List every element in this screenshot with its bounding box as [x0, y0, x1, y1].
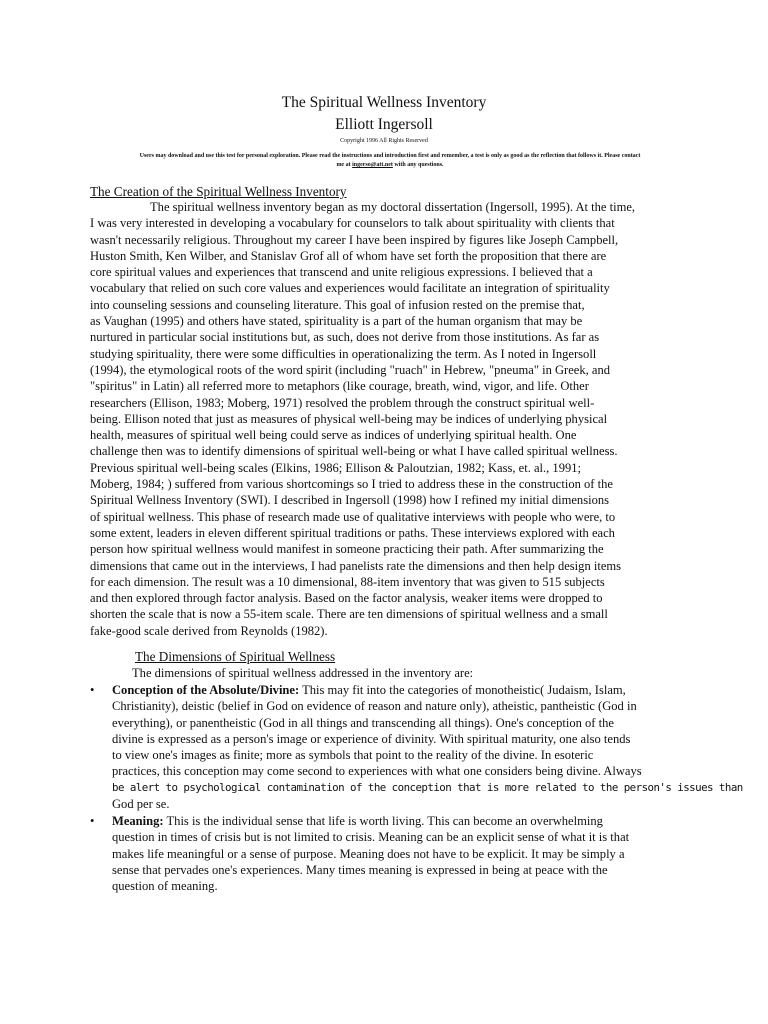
- paragraph-line: nurtured in particular social institutions but, as such, does not derive from those institutions. As far as: [90, 330, 600, 345]
- section-heading-creation: The Creation of the Spiritual Wellness Inventory: [90, 184, 347, 199]
- dimension-line: question in times of crisis but is not limited to crisis. Meaning can be an explicit sense of what it is that: [112, 830, 630, 845]
- paragraph-line: as Vaughan (1995) and others have stated, spirituality is a part of the human organism that may be: [90, 314, 583, 329]
- paragraph-line: Previous spiritual well-being scales (Elkins, 1986; Ellison & Paloutzian, 1982; Kass, et. al., 1991;: [90, 460, 582, 475]
- paragraph-line: being. Ellison noted that just as measures of physical well-being may be indices of underlying physical: [90, 411, 608, 426]
- bullet-icon: •: [90, 683, 95, 697]
- dimension-line: question of meaning.: [112, 879, 218, 894]
- paragraph-line: wasn't necessarily religious. Throughout my career I have been inspired by figures like Joseph Campbell,: [90, 232, 619, 247]
- dimension-line: Christianity), deistic (belief in God on evidence of reason and nature only), atheistic, pantheistic (God in: [112, 699, 637, 714]
- dimension-line: practices, this conception may come second to experiences with what one considers being divine. Always: [112, 764, 642, 779]
- dimension-line: to view one's images as finite; more as symbols that point to the reality of the divine. In esoteric: [112, 748, 594, 763]
- usage-notice-line1: Users may download and use this test for personal exploration. Please read the instructions and introduction first and remember, a test is only as good as the reflection that follows it. Please contact: [139, 153, 641, 159]
- dimension-item-absolute-divine: [112, 682, 743, 812]
- paragraph-line: vocabulary that relied on such core values and experiences would facilitate an integration of spirituality: [90, 281, 610, 296]
- dimension-term: Meaning:: [112, 814, 164, 828]
- dimension-line: This may fit into the categories of monotheistic( Judaism, Islam,: [299, 683, 626, 697]
- paragraph-line: I was very interested in developing a vocabulary for counselors to talk about spirituality with clients that: [90, 216, 615, 231]
- paragraph-line: some extent, leaders in eleven different spiritual traditions or paths. These interviews explored with each: [90, 525, 615, 540]
- document-author: Elliott Ingersoll: [335, 116, 433, 133]
- paragraph-line: (1994), the etymological roots of the word spirit (including "ruach" in Hebrew, "pneuma" in Greek, and: [90, 362, 611, 377]
- document-title: The Spiritual Wellness Inventory: [281, 94, 487, 111]
- usage-notice: [86, 152, 694, 170]
- dimension-line: everything), or panentheistic (God in all things and transcending all things). One's conception of the: [112, 715, 614, 730]
- dimension-item-meaning: [112, 813, 692, 894]
- dimension-line: divine is expressed as a person's image or experience of divinity. With spiritual maturity, one also tends: [112, 731, 631, 746]
- paragraph-line: fake-good scale derived from Reynolds (1982).: [90, 623, 328, 638]
- paragraph-line: person how spiritual wellness would manifest in someone practicing their path. After summarizing the: [90, 542, 604, 557]
- paragraph-line: "spiritus" in Latin) all referred more to metaphors (like courage, breath, wind, vigor, and life. Other: [90, 379, 589, 394]
- section-body-creation: [90, 199, 680, 639]
- dimension-line: This is the individual sense that life is worth living. This can become an overwhelming: [163, 814, 603, 828]
- usage-notice-line2-post: with any questions.: [392, 162, 444, 168]
- dimension-line: be alert to psychological contamination of the conception that is more related to the person's issues than: [112, 780, 743, 794]
- paragraph-line: into counseling sessions and counseling literature. This goal of infusion rested on the premise that,: [90, 297, 585, 312]
- paragraph-line: dimensions that came out in the interviews, I had panelists rate the dimensions and then help design items: [90, 558, 622, 573]
- bullet-icon: •: [90, 814, 95, 828]
- paragraph-line: challenge then was to identify dimensions of spiritual well-being or what I have called spiritual wellness.: [90, 444, 618, 459]
- paragraph-line: shorten the scale that is now a 55-item scale. There are ten dimensions of spiritual wellness and a small: [90, 607, 608, 622]
- paragraph-line: for each dimension. The result was a 10 dimensional, 88-item inventory that was given to 515 subjects: [90, 574, 605, 589]
- dimension-line: sense that pervades one's experiences. Many times meaning is expressed in being at peace with the: [112, 862, 608, 877]
- paragraph-line: and then explored through factor analysis. Based on the factor analysis, weaker items were dropped to: [90, 591, 603, 606]
- copyright-line: Copyright 1996 All Rights Reserved: [340, 138, 428, 144]
- dimensions-intro: The dimensions of spiritual wellness addressed in the inventory are:: [132, 666, 474, 680]
- dimension-term: Conception of the Absolute/Divine:: [112, 683, 300, 697]
- paragraph-line: core spiritual values and experiences that transcend and unite religious expressions. I believed that a: [90, 265, 593, 280]
- paragraph-line: of spiritual wellness. This phase of research made use of qualitative interviews with people who were, to: [90, 509, 616, 524]
- paragraph-line: researchers (Ellison, 1983; Moberg, 1971) resolved the problem through the construct spiritual well-: [90, 395, 595, 410]
- contact-email-link[interactable]: ingerso@att.net: [352, 162, 393, 168]
- dimension-line: God per se.: [112, 797, 170, 812]
- dimension-line: makes life meaningful or a sense of purpose. Meaning does not have to be explicit. It may be simply a: [112, 846, 625, 861]
- paragraph-line: health, measures of spiritual well being could serve as indices of underlying spiritual health. One: [90, 428, 577, 443]
- paragraph-line: Moberg, 1984; ) suffered from various shortcomings so I tried to address these in the construction of the: [90, 477, 613, 492]
- paragraph-line: Huston Smith, Ken Wilber, and Stanislav Grof all of whom have set forth the proposition that there are: [90, 248, 607, 263]
- usage-notice-line2-pre: me at: [336, 162, 353, 168]
- paragraph-line: studying spirituality, there were some difficulties in operationalizing the term. As I noted in Ingersoll: [90, 346, 597, 361]
- paragraph-line: The spiritual wellness inventory began as my doctoral dissertation (Ingersoll, 1995). At the time,: [150, 200, 636, 214]
- section-heading-dimensions: The Dimensions of Spiritual Wellness: [135, 649, 336, 664]
- paragraph-line: Spiritual Wellness Inventory (SWI). I described in Ingersoll (1998) how I refined my initial dimensions: [90, 493, 609, 508]
